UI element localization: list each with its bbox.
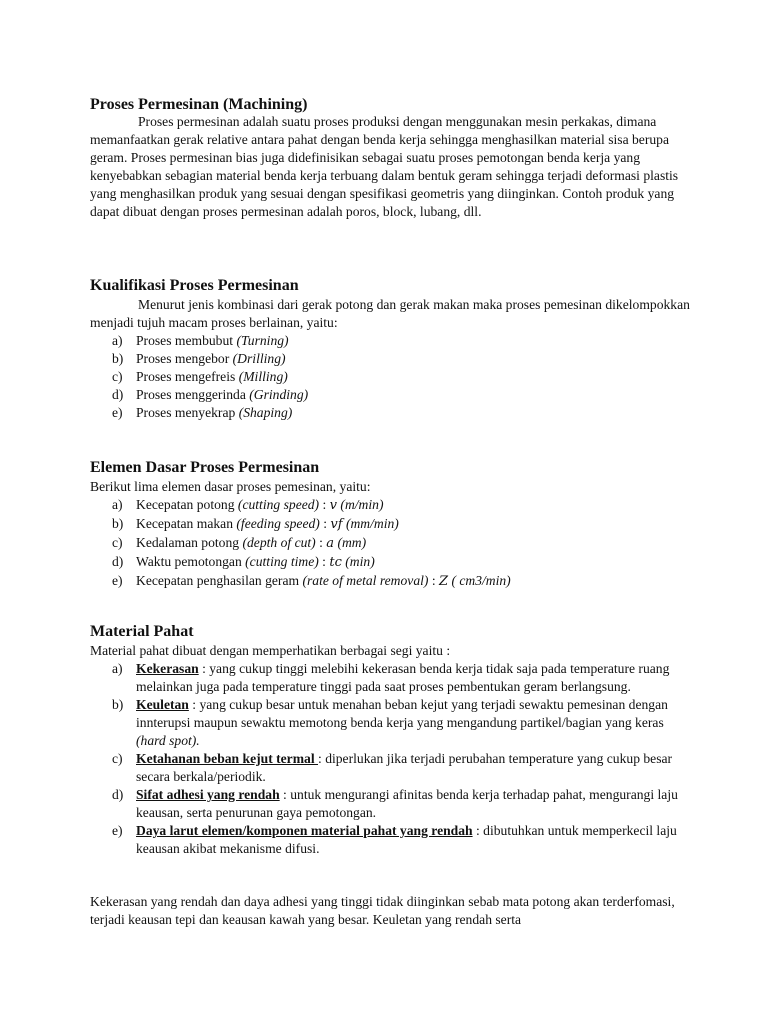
list-marker: e) bbox=[112, 405, 123, 420]
list-item bbox=[90, 332, 690, 350]
list-marker: b) bbox=[112, 351, 124, 366]
list-marker: a) bbox=[112, 333, 123, 348]
list-separator: : bbox=[318, 554, 330, 569]
list-text: Proses mengebor bbox=[136, 351, 233, 366]
list-term-en: (rate of metal removal) bbox=[302, 573, 429, 588]
list-marker: b) bbox=[112, 516, 124, 531]
list-term-en: (Turning) bbox=[236, 333, 289, 348]
list-separator: : bbox=[319, 497, 330, 512]
list-text: Kecepatan penghasilan geram bbox=[136, 573, 303, 588]
list-term-en: (feeding speed) bbox=[236, 516, 320, 531]
list-marker: e) bbox=[112, 573, 123, 588]
heading-kualifikasi: Kualifikasi Proses Permesinan bbox=[90, 277, 299, 294]
list-term: Ketahanan beban kejut termal bbox=[136, 751, 319, 766]
list-term: Kekerasan bbox=[136, 661, 199, 676]
list-term-en: (Shaping) bbox=[238, 405, 293, 420]
list-marker: b) bbox=[112, 697, 124, 712]
list-item bbox=[90, 386, 690, 404]
list-item bbox=[90, 515, 690, 534]
list-unit: (mm) bbox=[334, 535, 367, 550]
list-text: Kedalaman potong bbox=[136, 535, 243, 550]
list-text: Proses mengefreis bbox=[136, 369, 239, 384]
list-text: Kecepatan makan bbox=[136, 516, 237, 531]
list-symbol: vf bbox=[330, 517, 343, 532]
list-item bbox=[90, 750, 690, 786]
section-elemen-dasar bbox=[90, 458, 690, 591]
list-term-en: (Grinding) bbox=[249, 387, 309, 402]
list-term-en: (Milling) bbox=[238, 369, 288, 384]
list-text: Proses membubut bbox=[136, 333, 237, 348]
paragraph-closing: Kekerasan yang rendah dan daya adhesi yang tinggi tidak diinginkan sebab mata potong akan terderfomasi, terjadi keausan tepi dan keausan kawah yang besar. Keuletan yang rendah serta bbox=[90, 894, 675, 927]
list-marker: d) bbox=[112, 387, 124, 402]
list-item bbox=[90, 496, 690, 515]
heading-elemen-dasar: Elemen Dasar Proses Permesinan bbox=[90, 459, 320, 476]
list-separator: : bbox=[315, 535, 327, 550]
section-closing bbox=[90, 893, 690, 929]
list-text: Proses menggerinda bbox=[136, 387, 250, 402]
list-text: : untuk mengurangi afinitas benda kerja terhadap pahat, mengurangi laju keausan, serta penurunan gaya pemotongan. bbox=[136, 787, 678, 820]
list-term: Daya larut elemen/komponen material pahat yang rendah bbox=[136, 823, 473, 838]
list-symbol: a bbox=[326, 536, 335, 551]
list-term: Keuletan bbox=[136, 697, 189, 712]
list-term-en: (cutting time) bbox=[245, 554, 319, 569]
list-text: Waktu pemotongan bbox=[136, 554, 246, 569]
section-material-pahat bbox=[90, 622, 690, 858]
list-marker: c) bbox=[112, 369, 123, 384]
list-item bbox=[90, 786, 690, 822]
section-kualifikasi bbox=[90, 276, 690, 422]
list-text: : diperlukan jika terjadi perubahan temperature yang cukup besar secara berkala/periodik. bbox=[136, 751, 673, 784]
paragraph-kualifikasi: Menurut jenis kombinasi dari gerak potong dan gerak makan maka proses pemesinan dikelompokkan menjadi tujuh macam proses berlainan, yaitu: bbox=[90, 297, 690, 330]
list-unit: (m/min) bbox=[337, 497, 384, 512]
list-symbol: v bbox=[329, 498, 338, 513]
list-separator: : bbox=[319, 516, 331, 531]
section-machining bbox=[90, 95, 690, 221]
paragraph-machining: Proses permesinan adalah suatu proses produksi dengan menggunakan mesin perkakas, dimana memanfaatkan gerak relative antara pahat dengan benda kerja sehingga menghasilkan material sisa berupa geram. Proses permesinan bias juga didefinisikan sebagai suatu proses pemotongan benda kerja yang kenyebabkan sebagian material benda kerja terbuang dalam bentuk geram sehingga terjadi deformasi plastis yang menghasilkan produk yang sesuai dengan spesifikasi geometris yang diinginkan. Contoh produk yang dapat dibuat dengan proses permesinan adalah poros, block, lubang, dll. bbox=[90, 114, 679, 219]
list-marker: a) bbox=[112, 661, 123, 676]
list-item bbox=[90, 572, 690, 591]
list-text: : yang cukup besar untuk menahan beban kejut yang terjadi sewaktu pemesinan dengan innterupsi maupun sewaktu memotong benda kerja yang mengandung partikel/bagian yang keras bbox=[136, 697, 668, 730]
list-marker: c) bbox=[112, 751, 123, 766]
list-kualifikasi bbox=[90, 332, 690, 422]
list-item bbox=[90, 534, 690, 553]
list-item bbox=[90, 350, 690, 368]
list-material-pahat bbox=[90, 660, 690, 858]
list-text: Kecepatan potong bbox=[136, 497, 238, 512]
heading-machining: Proses Permesinan (Machining) bbox=[90, 96, 308, 113]
paragraph-material-pahat: Material pahat dibuat dengan memperhatikan berbagai segi yaitu : bbox=[90, 643, 451, 658]
list-symbol: tc bbox=[329, 555, 342, 570]
list-unit: (mm/min) bbox=[342, 516, 399, 531]
list-term-en: (hard spot). bbox=[136, 733, 200, 748]
list-term: Sifat adhesi yang rendah bbox=[136, 787, 280, 802]
list-marker: e) bbox=[112, 823, 123, 838]
paragraph-elemen-dasar: Berikut lima elemen dasar proses pemesinan, yaitu: bbox=[90, 479, 371, 494]
list-term-en: (cutting speed) bbox=[237, 497, 320, 512]
list-marker: d) bbox=[112, 554, 124, 569]
list-item bbox=[90, 404, 690, 422]
list-term-en: (depth of cut) bbox=[242, 535, 316, 550]
list-term-en: (Drilling) bbox=[232, 351, 286, 366]
list-separator: : bbox=[428, 573, 439, 588]
list-item bbox=[90, 822, 690, 858]
list-item bbox=[90, 660, 690, 696]
heading-material-pahat: Material Pahat bbox=[90, 623, 194, 640]
list-marker: d) bbox=[112, 787, 124, 802]
list-marker: c) bbox=[112, 535, 123, 550]
list-item bbox=[90, 368, 690, 386]
list-item bbox=[90, 553, 690, 572]
list-unit: ( cm3/min) bbox=[448, 573, 511, 588]
list-symbol: Z bbox=[439, 574, 449, 589]
list-elemen-dasar bbox=[90, 496, 690, 591]
list-text: : yang cukup tinggi melebihi kekerasan benda kerja tidak saja pada temperature ruang melainkan juga pada temperature tinggi pada saat proses pembentukan geram berlangsung. bbox=[136, 661, 670, 694]
list-item bbox=[90, 696, 690, 750]
list-unit: (min) bbox=[341, 554, 375, 569]
list-text: : dibutuhkan untuk memperkecil laju keausan akibat mekanisme difusi. bbox=[136, 823, 677, 856]
list-marker: a) bbox=[112, 497, 123, 512]
list-text: Proses menyekrap bbox=[136, 405, 239, 420]
